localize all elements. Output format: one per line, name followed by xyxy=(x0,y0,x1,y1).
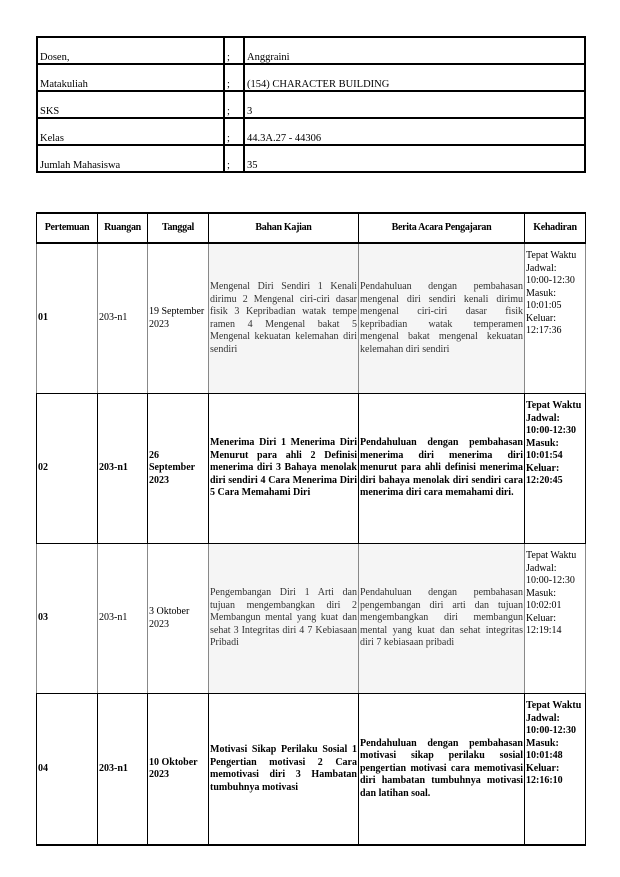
cell-berita-acara: Pendahuluan dengan pembahasan menerima diri menerima diri menurut para ahli definisi menerima diri bahaya menolak diri sendiri cara menerima diri cara memahami diri. xyxy=(359,394,525,544)
cell-tanggal: 26 September 2023 xyxy=(148,394,209,544)
cell-bahan-kajian: Menerima Diri 1 Menerima Diri Menurut para ahli 2 Definisi menerima diri 3 Bahaya menolak diri sendiri 4 Cara Menerima Diri 5 Cara Memahami Diri xyxy=(209,394,359,544)
cell-berita-acara: Pendahuluan dengan pembahasan motivasi sikap perilaku sosial pengertian motivasi cara memotivasi diri hambatan tumbuhnya motivasi dan latihan soal. xyxy=(359,694,525,846)
info-value: 35 xyxy=(244,145,585,172)
info-label: Kelas xyxy=(37,118,224,145)
table-row xyxy=(37,394,586,544)
table-row xyxy=(37,243,586,394)
info-colon: ; xyxy=(224,64,244,91)
info-row-kelas xyxy=(37,118,585,145)
header-pertemuan: Pertemuan xyxy=(37,213,98,243)
info-label: SKS xyxy=(37,91,224,118)
info-colon: ; xyxy=(224,37,244,64)
info-row-dosen xyxy=(37,37,585,64)
info-row-sks xyxy=(37,91,585,118)
cell-bahan-kajian: Mengenal Diri Sendiri 1 Kenali dirimu 2 Mengenal ciri-ciri dasar fisik 3 Kepribadian watak tempe ramen 4 Mengenal bakat 5 Mengenal kekuatan kelemahan diri sendiri xyxy=(209,243,359,394)
header-ruangan: Ruangan xyxy=(98,213,148,243)
cell-tanggal: 3 Oktober 2023 xyxy=(148,544,209,694)
cell-berita-acara: Pendahuluan dengan pembahasan mengenal diri sendiri kenali dirimu mengenal ciri-ciri dasar fisik kepribadian watak temperamen mengenal bakat mengenal kekuatan kelemahan diri sendiri xyxy=(359,243,525,394)
cell-kehadiran: Tepat Waktu Jadwal: 10:00-12:30 Masuk: 10:02:01 Keluar: 12:19:14 xyxy=(525,544,586,694)
cell-ruangan: 203-n1 xyxy=(98,394,148,544)
info-label: Matakuliah xyxy=(37,64,224,91)
schedule-table xyxy=(36,212,586,846)
cell-kehadiran: Tepat Waktu Jadwal: 10:00-12:30 Masuk: 10:01:48 Keluar: 12:16:10 xyxy=(525,694,586,846)
header-tanggal: Tanggal xyxy=(148,213,209,243)
cell-pertemuan: 03 xyxy=(37,544,98,694)
header-kehadiran: Kehadiran xyxy=(525,213,586,243)
cell-bahan-kajian: Pengembangan Diri 1 Arti dan tujuan mengembangkan diri 2 Membangun mental yang kuat dan sehat 3 Integritas diri 4 7 Kebiasaan Pribadi xyxy=(209,544,359,694)
info-colon: ; xyxy=(224,91,244,118)
info-value: 44.3A.27 - 44306 xyxy=(244,118,585,145)
cell-kehadiran: Tepat Waktu Jadwal: 10:00-12:30 Masuk: 10:01:54 Keluar: 12:20:45 xyxy=(525,394,586,544)
course-info-table xyxy=(36,36,586,173)
schedule-header-row xyxy=(37,213,586,243)
cell-bahan-kajian: Motivasi Sikap Perilaku Sosial 1 Pengertian motivasi 2 Cara memotivasi diri 3 Hambatan tumbuhnya motivasi xyxy=(209,694,359,846)
header-bahan-kajian: Bahan Kajian xyxy=(209,213,359,243)
info-colon: ; xyxy=(224,118,244,145)
info-colon: ; xyxy=(224,145,244,172)
cell-ruangan: 203-n1 xyxy=(98,544,148,694)
cell-pertemuan: 02 xyxy=(37,394,98,544)
cell-ruangan: 203-n1 xyxy=(98,243,148,394)
table-row xyxy=(37,544,586,694)
table-row xyxy=(37,694,586,846)
info-value: 3 xyxy=(244,91,585,118)
cell-pertemuan: 01 xyxy=(37,243,98,394)
info-label: Jumlah Mahasiswa xyxy=(37,145,224,172)
info-value: (154) CHARACTER BUILDING xyxy=(244,64,585,91)
cell-pertemuan: 04 xyxy=(37,694,98,846)
header-berita-acara: Berita Acara Pengajaran xyxy=(359,213,525,243)
info-row-matakuliah xyxy=(37,64,585,91)
cell-tanggal: 10 Oktober 2023 xyxy=(148,694,209,846)
info-row-jumlah-mahasiswa xyxy=(37,145,585,172)
info-label: Dosen, xyxy=(37,37,224,64)
cell-tanggal: 19 September 2023 xyxy=(148,243,209,394)
cell-berita-acara: Pendahuluan dengan pembahasan pengembangan diri arti dan tujuan mengembangkan diri membangun mental yang kuat dan sehat integritas diri 7 kebiasaan pribadi xyxy=(359,544,525,694)
cell-kehadiran: Tepat Waktu Jadwal: 10:00-12:30 Masuk: 10:01:05 Keluar: 12:17:36 xyxy=(525,243,586,394)
cell-ruangan: 203-n1 xyxy=(98,694,148,846)
info-value: Anggraini xyxy=(244,37,585,64)
